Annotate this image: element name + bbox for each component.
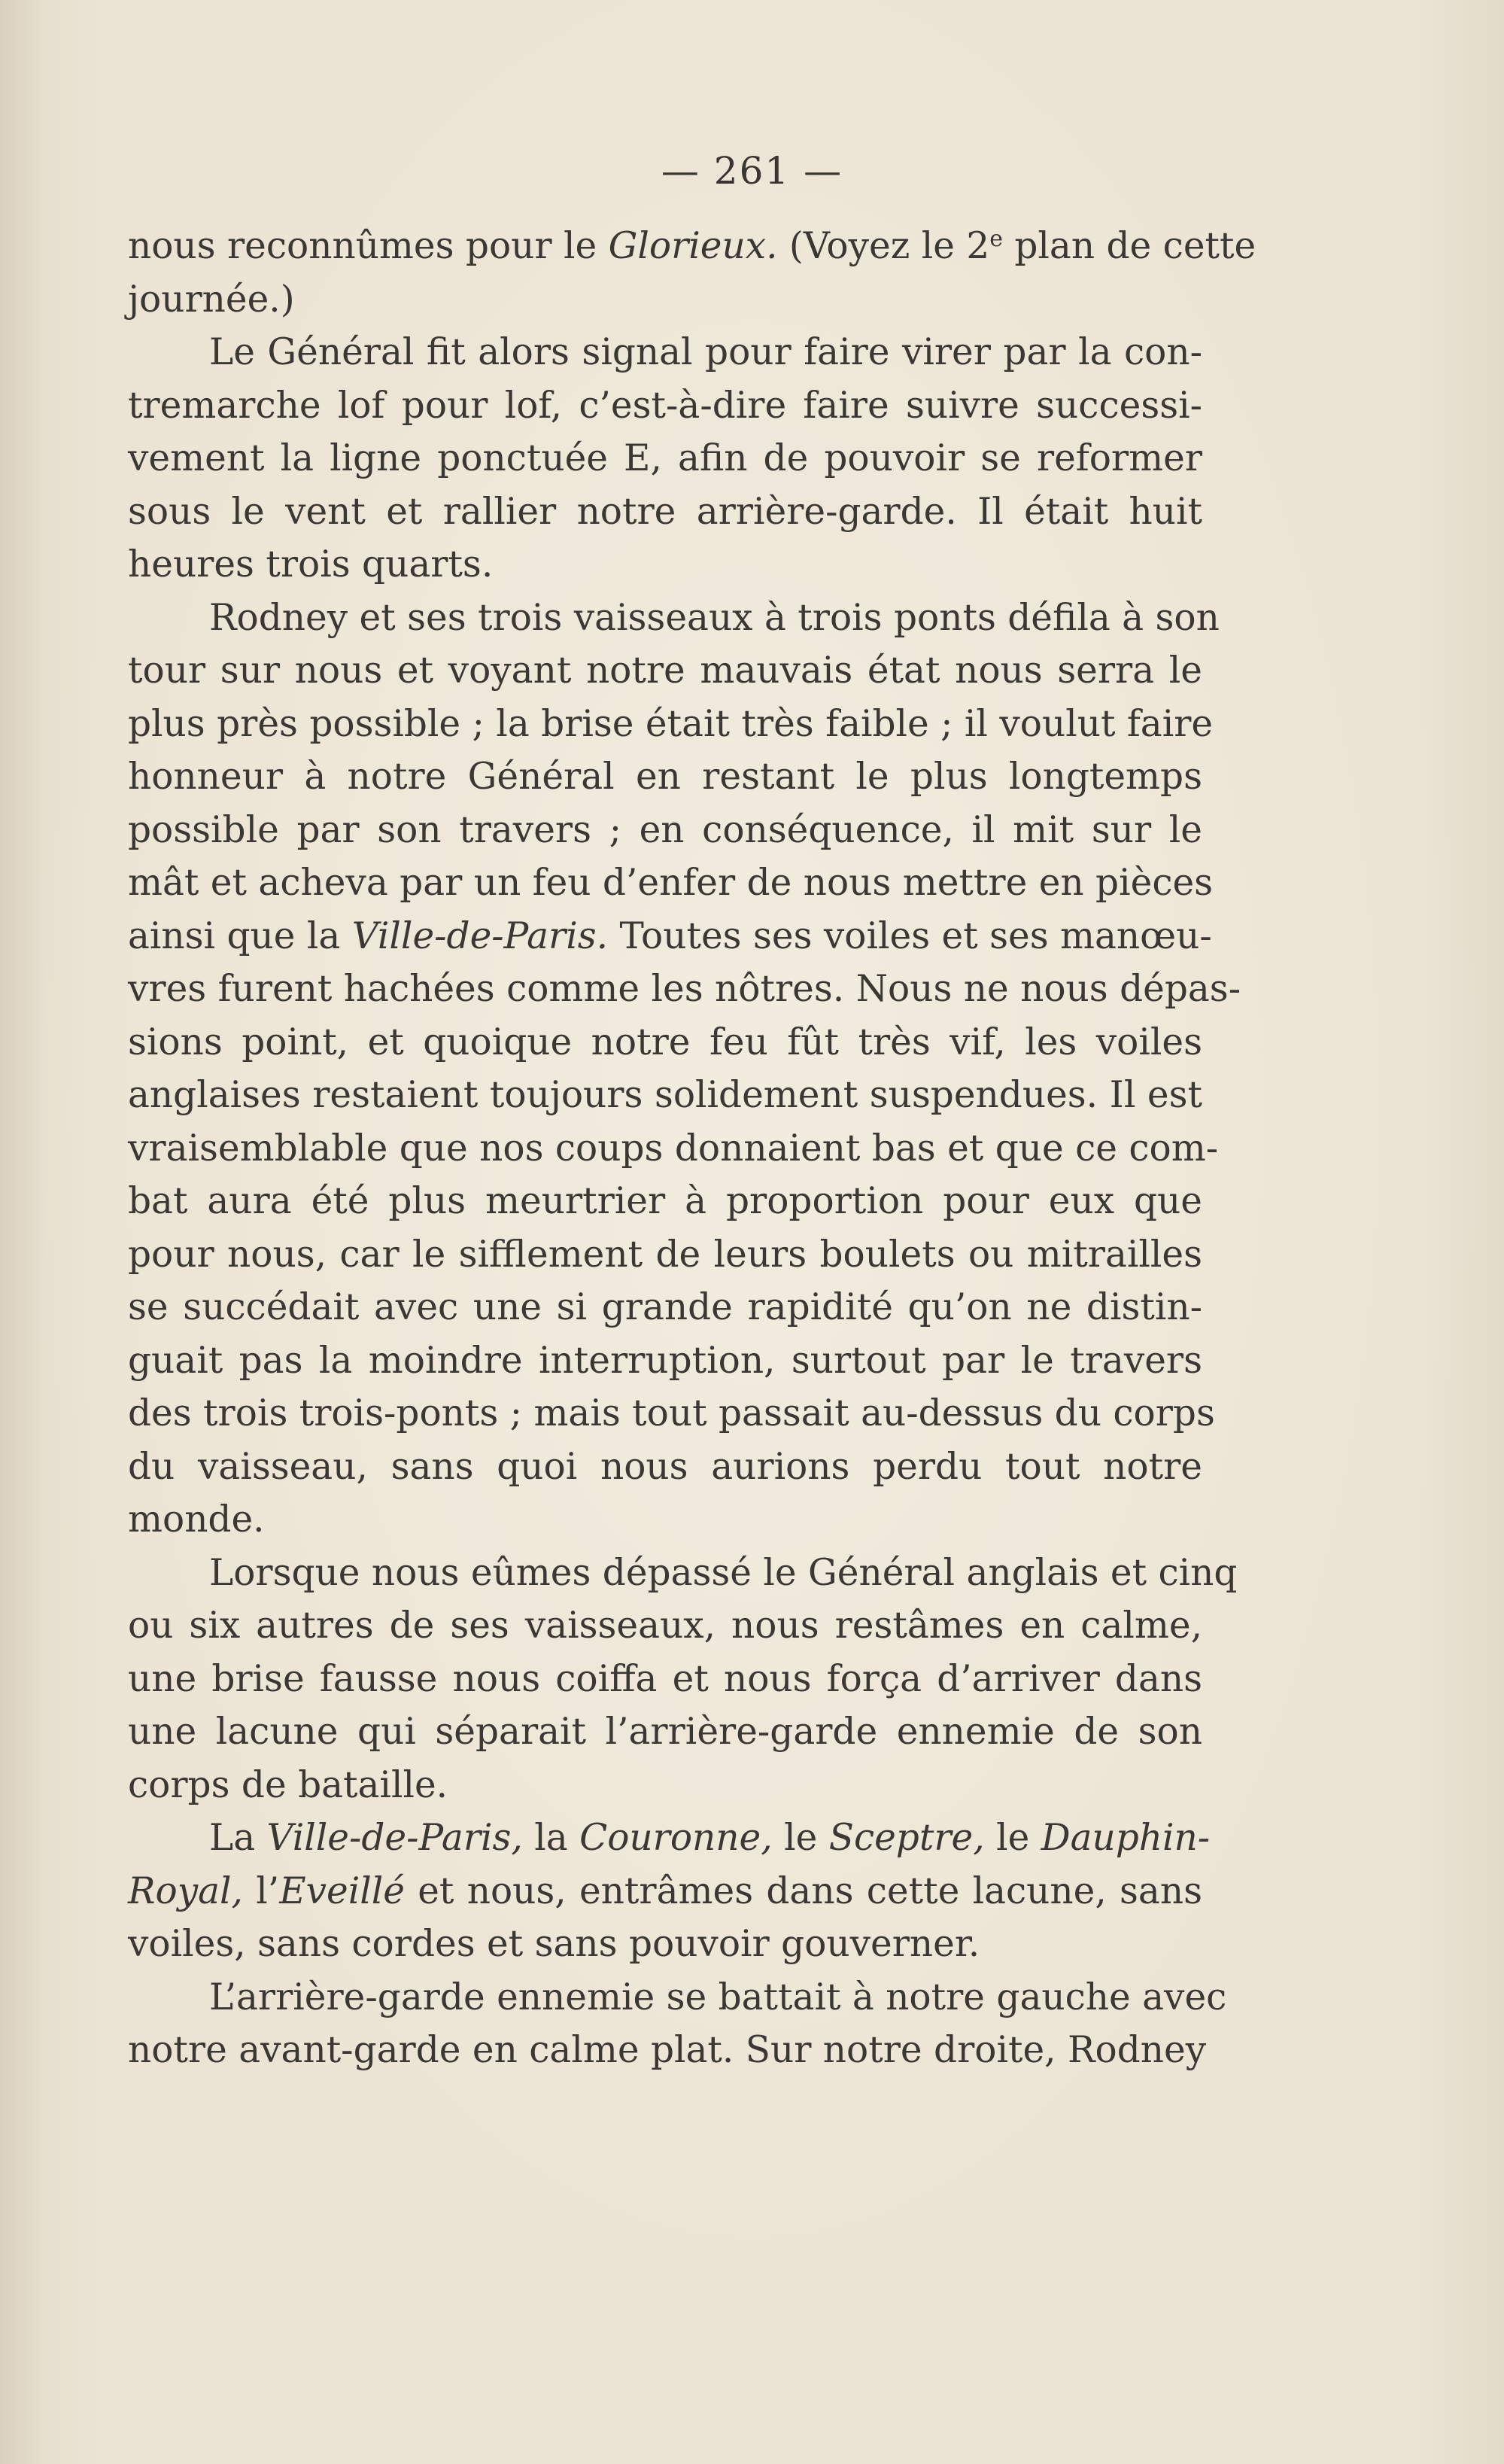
text-line: voiles, sans cordes et sans pouvoir gouverner. <box>128 1923 980 1965</box>
paragraph <box>128 326 1202 592</box>
text-line: guait pas la moindre interruption, surtout par le travers <box>128 1339 1202 1382</box>
text-line: Lorsque nous eûmes dépassé le Général anglais et cinq <box>209 1551 1238 1594</box>
paragraph <box>128 1811 1211 1971</box>
italic-text: Dauphin- <box>1041 1817 1211 1859</box>
page-number: — 261 — <box>661 149 843 193</box>
text-line: La Ville-de-Paris, la Couronne, le Sceptre, le Dauphin- <box>209 1817 1211 1859</box>
italic-text: Ville-de-Paris, <box>266 1817 523 1859</box>
text-line: vres furent hachées comme les nôtres. Nous ne nous dépas- <box>128 968 1241 1010</box>
text-line: une brise fausse nous coiffa et nous força d’arriver dans <box>128 1657 1202 1700</box>
text-line: vraisemblable que nos coups donnaient bas et que ce com- <box>128 1127 1219 1170</box>
superscript: e <box>989 226 1003 252</box>
text-line: Le Général fit alors signal pour faire virer par la con- <box>209 331 1202 373</box>
text-line: Royal, l’Eveillé et nous, entrâmes dans cette lacune, sans <box>128 1869 1202 1912</box>
italic-text: Royal, <box>128 1869 243 1912</box>
text-line: tremarche lof pour lof, c’est-à-dire faire suivre successi- <box>128 384 1202 427</box>
text-line: ainsi que la Ville-de-Paris. Toutes ses voiles et ses manœu- <box>128 914 1212 957</box>
text-line: une lacune qui séparait l’arrière-garde ennemie de son <box>128 1711 1202 1753</box>
text-line: tour sur nous et voyant notre mauvais état nous serra le <box>128 649 1202 692</box>
italic-text: Sceptre, <box>828 1817 985 1859</box>
text-line: journée.) <box>128 278 295 321</box>
text-line: corps de bataille. <box>128 1763 448 1806</box>
text-line: sous le vent et rallier notre arrière-garde. Il était huit <box>128 490 1202 533</box>
text-line: monde. <box>128 1498 265 1541</box>
paragraph <box>128 1547 1238 1812</box>
italic-text: Couronne, <box>579 1817 773 1859</box>
paragraph <box>128 1971 1227 2077</box>
text-line: possible par son travers ; en conséquence, il mit sur le <box>128 808 1202 851</box>
text-line: pour nous, car le sifflement de leurs boulets ou mitrailles <box>128 1233 1202 1276</box>
text-line: plus près possible ; la brise était très faible ; il voulut faire <box>128 702 1214 745</box>
paragraph <box>128 592 1241 1547</box>
text-line: sions point, et quoique notre feu fût très vif, les voiles <box>128 1021 1202 1063</box>
text-line: du vaisseau, sans quoi nous aurions perdu tout notre <box>128 1445 1202 1488</box>
text-line: L’arrière-garde ennemie se battait à notre gauche avec <box>209 1976 1227 2018</box>
text-line: honneur à notre Général en restant le plus longtemps <box>128 756 1202 798</box>
text-line: bat aura été plus meurtrier à proportion pour eux que <box>128 1180 1202 1222</box>
text-line: des trois trois-ponts ; mais tout passait au-dessus du corps <box>128 1392 1215 1434</box>
italic-text: Ville-de-Paris. <box>351 914 609 957</box>
paragraph <box>128 220 1256 326</box>
text-line: anglaises restaient toujours solidement suspendues. Il est <box>128 1074 1202 1116</box>
italic-text: Glorieux. <box>608 225 778 267</box>
text-line: vement la ligne ponctuée E, afin de pouvoir se reformer <box>128 437 1202 479</box>
text-line: Rodney et ses trois vaisseaux à trois ponts défila à son <box>209 596 1220 639</box>
text-line: nous reconnûmes pour le Glorieux. (Voyez le 2e plan de cette <box>128 225 1256 267</box>
text-line: notre avant-garde en calme plat. Sur notre droite, Rodney <box>128 2029 1207 2071</box>
text-line: ou six autres de ses vaisseaux, nous restâmes en calme, <box>128 1605 1202 1647</box>
italic-text: Eveillé <box>279 1869 405 1912</box>
text-line: heures trois quarts. <box>128 543 494 586</box>
text-line: se succédait avec une si grande rapidité qu’on ne distin- <box>128 1286 1202 1328</box>
text-line: mât et acheva par un feu d’enfer de nous mettre en pièces <box>128 862 1214 904</box>
body-text <box>128 220 1256 2077</box>
